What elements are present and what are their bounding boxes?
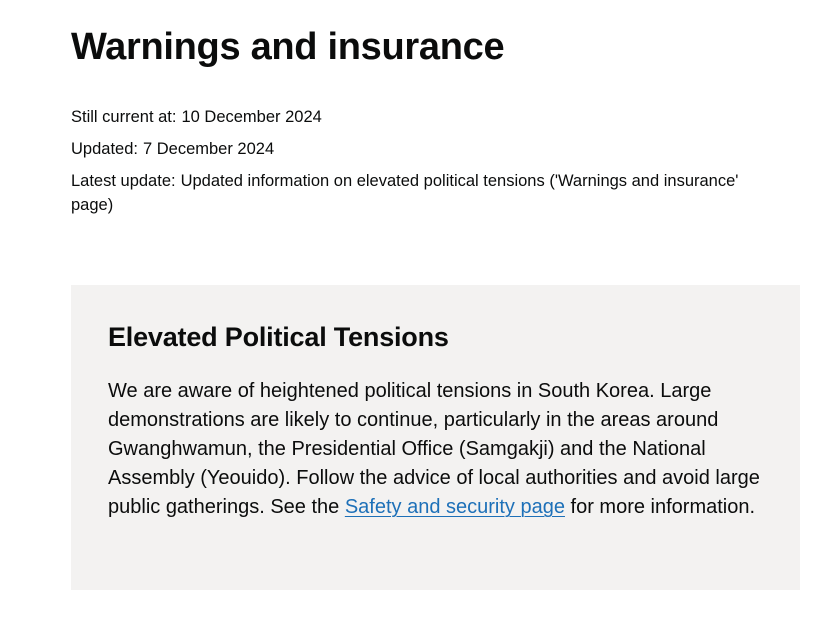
warning-callout [71,285,800,590]
updated-value: 7 December 2024 [142,140,275,158]
page-title: Warnings and insurance [71,26,505,68]
still-current-value: 10 December 2024 [181,108,322,126]
callout-body-text-end: for more information. [564,496,756,518]
callout-heading: Elevated Political Tensions [108,322,449,352]
updated-row [71,137,751,161]
still-current-label: Still current at: [71,108,177,126]
page-metadata [71,105,751,217]
still-current-row [71,105,751,129]
safety-and-security-link[interactable]: Safety and security page [344,496,565,518]
latest-update-value: Updated information on elevated political tensions ('Warnings and insurance' page) [71,172,739,214]
callout-body [108,377,768,522]
latest-update-row [71,169,751,217]
latest-update-label: Latest update: [71,172,176,190]
callout-body-text: We are aware of heightened political tensions in South Korea. Large demonstrations are likely to continue, particularly in the areas around Gwanghwamun, the Presidential Office (Samgakji) and the National Assembly (Yeouido). Follow the advice of local authorities and avoid large public gatherings. See the [108,380,760,518]
updated-label: Updated: [71,140,138,158]
